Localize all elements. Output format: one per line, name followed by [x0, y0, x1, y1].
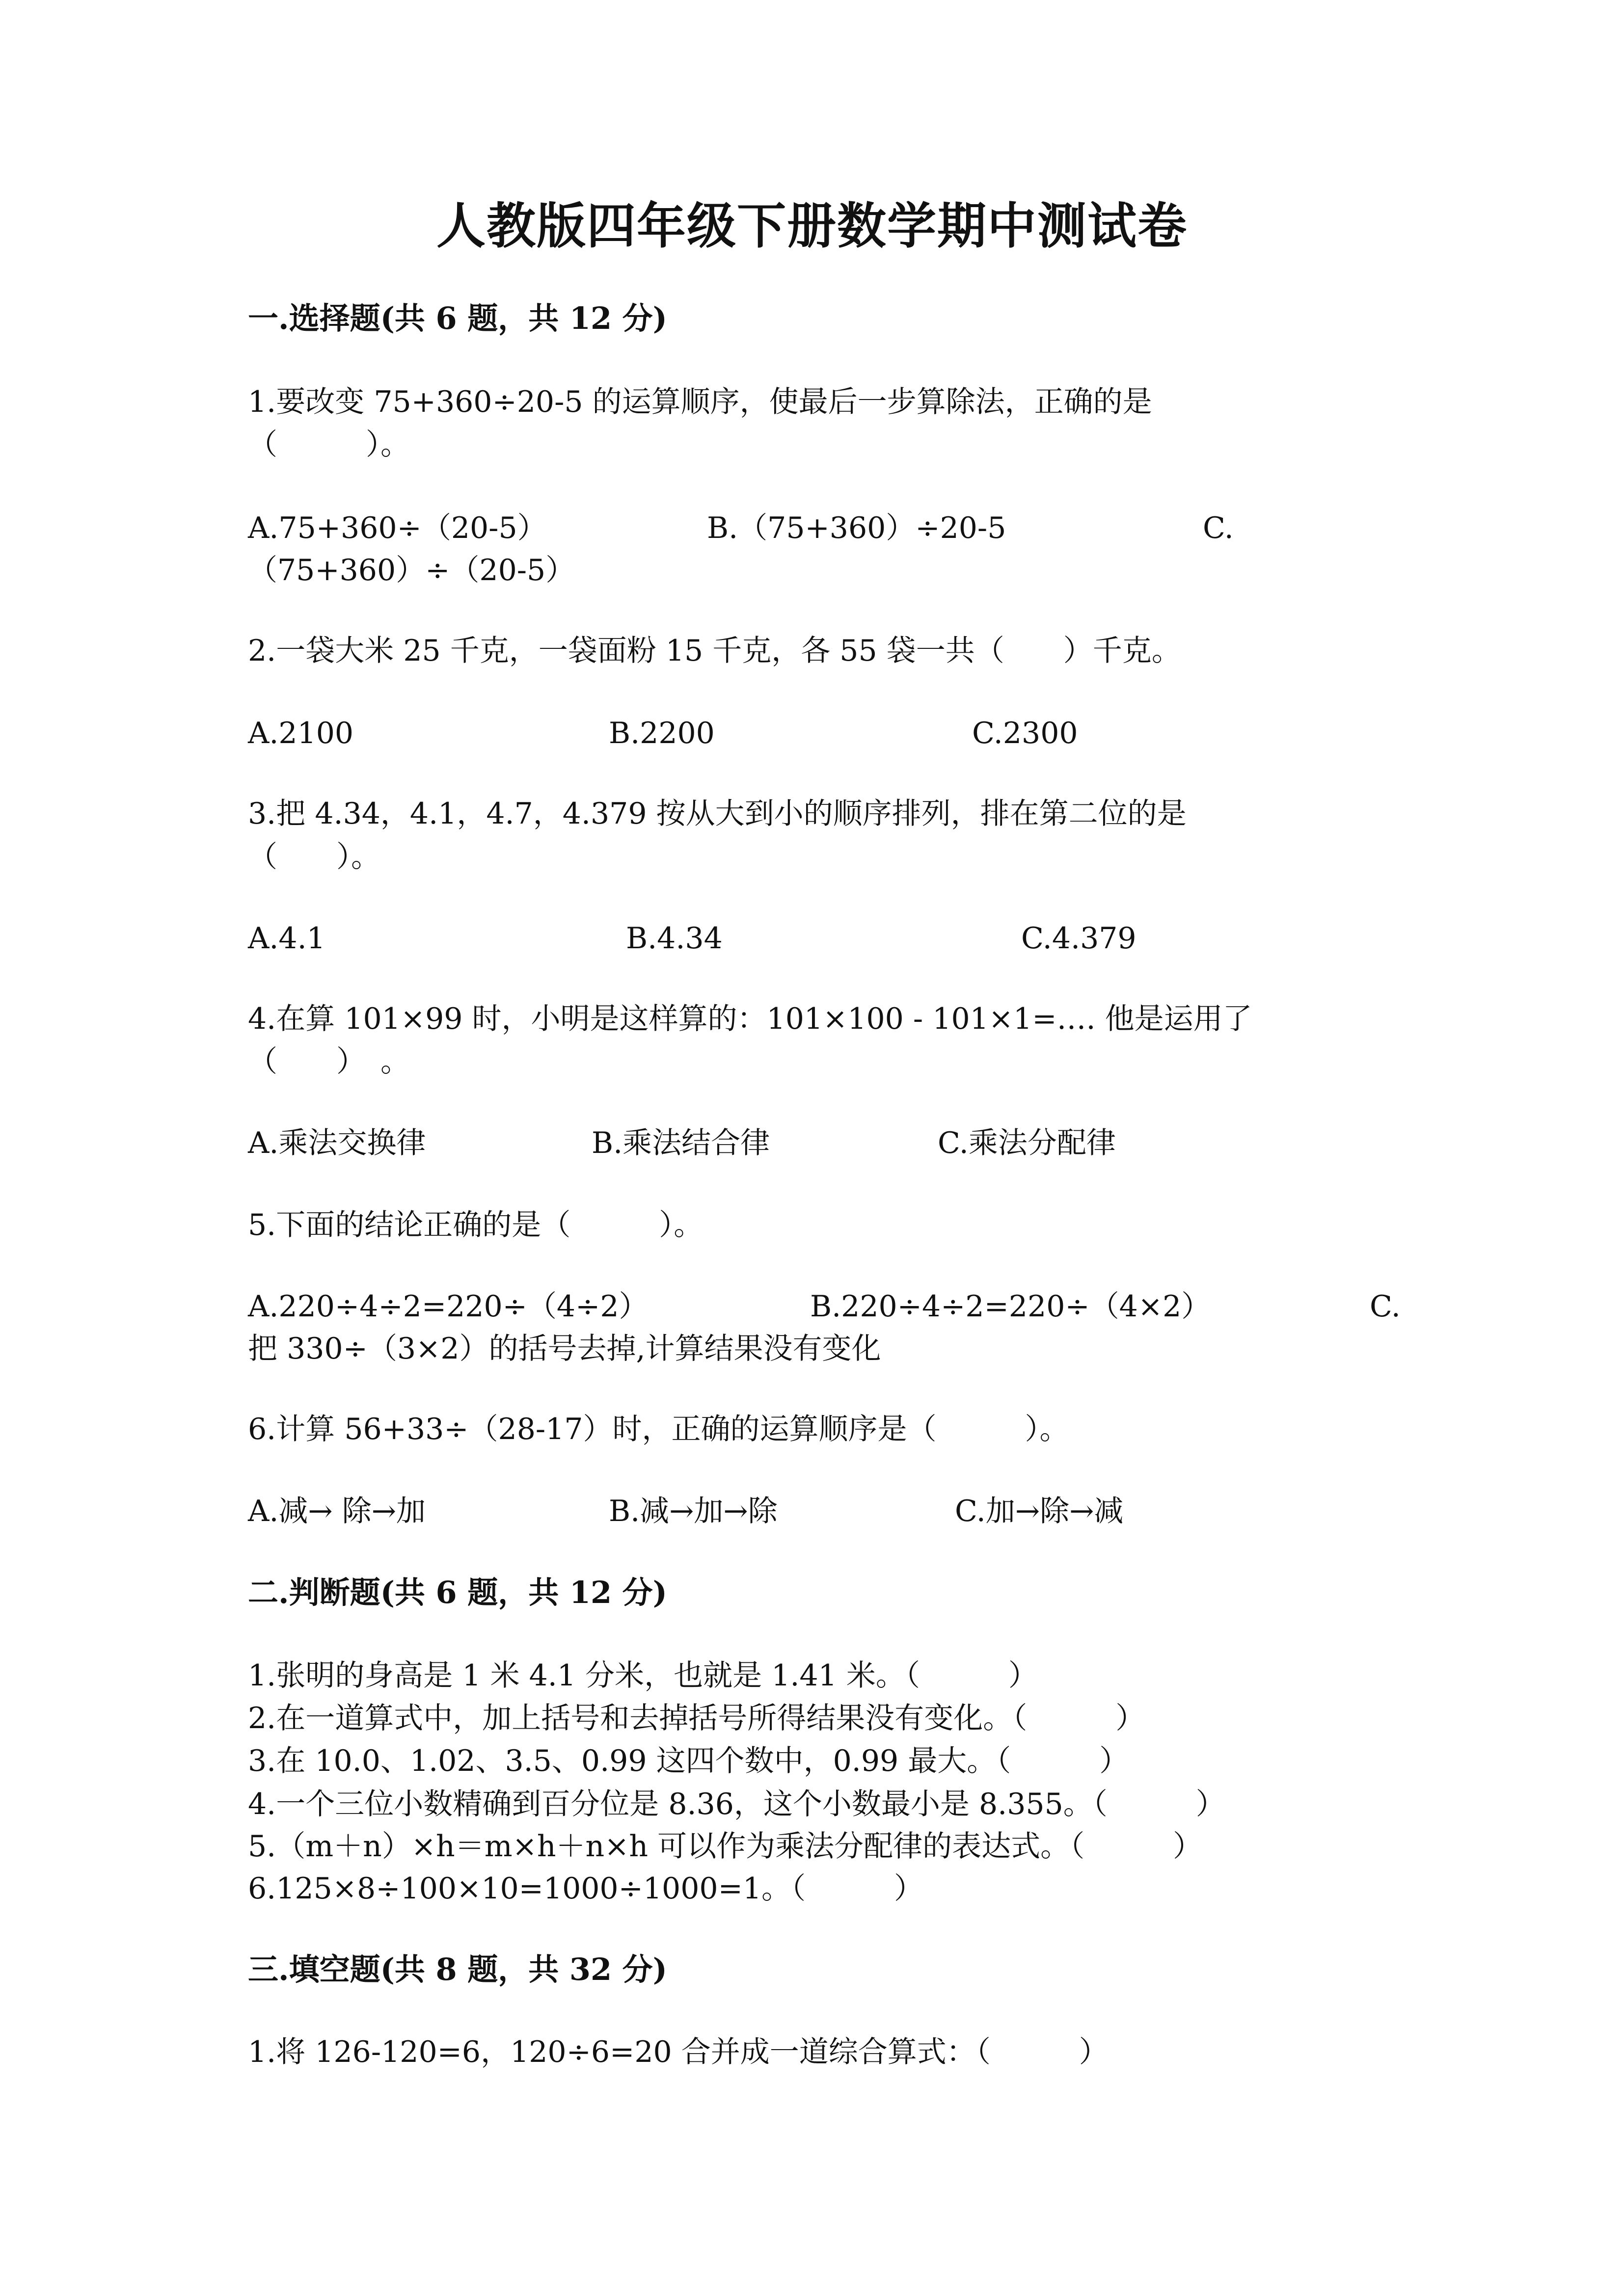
option-b: B.2200 [609, 716, 715, 750]
page-title: 人教版四年级下册数学期中测试卷 [436, 197, 1188, 255]
question-text: 5.下面的结论正确的是（ ）。 [248, 1208, 704, 1242]
section-heading-choice: 一.选择题(共 6 题，共 12 分) [248, 300, 668, 336]
option-b: B.220÷4÷2=220÷（4×2） [810, 1289, 1211, 1324]
question-text: （ ） 。 [248, 1044, 410, 1079]
judgement-item: 1.张明的身高是 1 米 4.1 分米，也就是 1.41 米。（ ） [248, 1658, 1038, 1693]
question-text: 6.计算 56+33÷（28-17）时，正确的运算顺序是（ ）。 [248, 1412, 1069, 1446]
option-b: B.减→加→除 [609, 1494, 778, 1528]
option-a: A.减→ 除→加 [248, 1494, 426, 1528]
option-c: C.2300 [972, 716, 1078, 750]
question-text: 3.把 4.34，4.1，4.7，4.379 按从大到小的顺序排列，排在第二位的是 [248, 797, 1187, 831]
judgement-item: 3.在 10.0、1.02、3.5、0.99 这四个数中，0.99 最大。（ ） [248, 1744, 1129, 1778]
section-heading-judgement: 二.判断题(共 6 题，共 12 分) [248, 1575, 668, 1610]
option-b: B.4.34 [626, 921, 723, 956]
option-a: A.75+360÷（20-5） [248, 511, 547, 545]
option-c-continued: （75+360）÷（20-5） [248, 553, 575, 587]
option-b: B.乘法结合律 [592, 1126, 770, 1160]
question-text: 4.在算 101×99 时，小明是这样算的：101×100 - 101×1=…. 他是运用了 [248, 1002, 1252, 1036]
judgement-item: 6.125×8÷100×10=1000÷1000=1。（ ） [248, 1871, 924, 1906]
option-c: C.4.379 [1021, 921, 1137, 956]
option-a: A.220÷4÷2=220÷（4÷2） [248, 1289, 649, 1324]
fill-in-item: 1.将 126-120=6，120÷6=20 合并成一道综合算式：（ ） [248, 2035, 1109, 2069]
judgement-item: 2.在一道算式中，加上括号和去掉括号所得结果没有变化。（ ） [248, 1701, 1145, 1735]
judgement-item: 4.一个三位小数精确到百分位是 8.36，这个小数最小是 8.355。（ ） [248, 1787, 1225, 1821]
option-c: C. [1370, 1289, 1401, 1324]
option-c: C.乘法分配律 [938, 1126, 1116, 1160]
option-b: B.（75+360）÷20-5 [707, 511, 1006, 545]
option-c-continued: 把 330÷（3×2）的括号去掉,计算结果没有变化 [248, 1332, 881, 1366]
question-text: 2.一袋大米 25 千克，一袋面粉 15 千克，各 55 袋一共（ ）千克。 [248, 634, 1181, 668]
section-heading-fill-in: 三.填空题(共 8 题，共 32 分) [248, 1951, 668, 1987]
question-text: 1.要改变 75+360÷20-5 的运算顺序，使最后一步算除法，正确的是 [248, 385, 1152, 419]
option-c: C.加→除→减 [955, 1494, 1124, 1528]
option-a: A.4.1 [248, 921, 325, 956]
option-c: C. [1203, 511, 1234, 545]
option-a: A.乘法交换律 [248, 1126, 426, 1160]
judgement-item: 5.（m＋n）×h＝m×h＋n×h 可以作为乘法分配律的表达式。（ ） [248, 1829, 1203, 1864]
question-text: （ ）。 [248, 427, 410, 462]
question-text: （ ）。 [248, 840, 380, 874]
option-a: A.2100 [248, 716, 354, 750]
